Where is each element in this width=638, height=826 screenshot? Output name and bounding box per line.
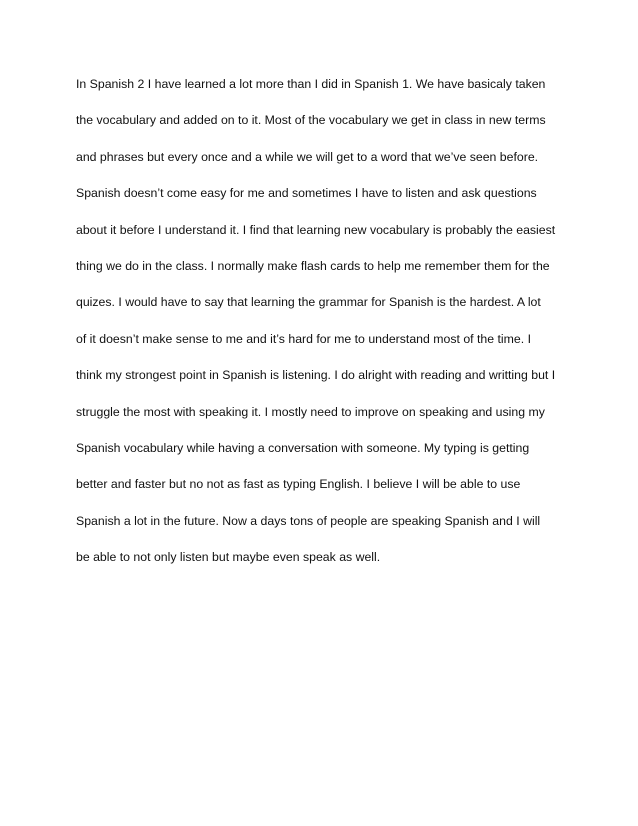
essay-line: In Spanish 2 I have learned a lot more than I did in Spanish 1. We have basicaly taken [76, 77, 546, 91]
essay-line: think my strongest point in Spanish is listening. I do alright with reading and writting but I [76, 368, 556, 383]
essay-line: quizes. I would have to say that learning the grammar for Spanish is the hardest. A lot [76, 295, 541, 310]
essay-line: of it doesn’t make sense to me and it’s hard for me to understand most of the time. I [76, 331, 531, 346]
essay-paragraph [76, 76, 576, 585]
essay-line: Spanish doesn’t come easy for me and sometimes I have to listen and ask questions [76, 186, 537, 201]
essay-line: thing we do in the class. I normally make flash cards to help me remember them for the [76, 258, 550, 273]
essay-line: better and faster but no not as fast as typing English. I believe I will be able to use [76, 477, 521, 492]
essay-line: the vocabulary and added on to it. Most of the vocabulary we get in class in new terms [76, 113, 546, 128]
essay-line: struggle the most with speaking it. I mostly need to improve on speaking and using my [76, 404, 545, 419]
essay-line: Spanish vocabulary while having a conversation with someone. My typing is getting [76, 440, 530, 455]
essay-line: be able to not only listen but maybe even speak as well. [76, 550, 381, 565]
essay-line: about it before I understand it. I find that learning new vocabulary is probably the easiest [76, 222, 556, 237]
essay-line: and phrases but every once and a while we will get to a word that we’ve seen before. [76, 149, 539, 164]
essay-line: Spanish a lot in the future. Now a days tons of people are speaking Spanish and I will [76, 513, 541, 528]
